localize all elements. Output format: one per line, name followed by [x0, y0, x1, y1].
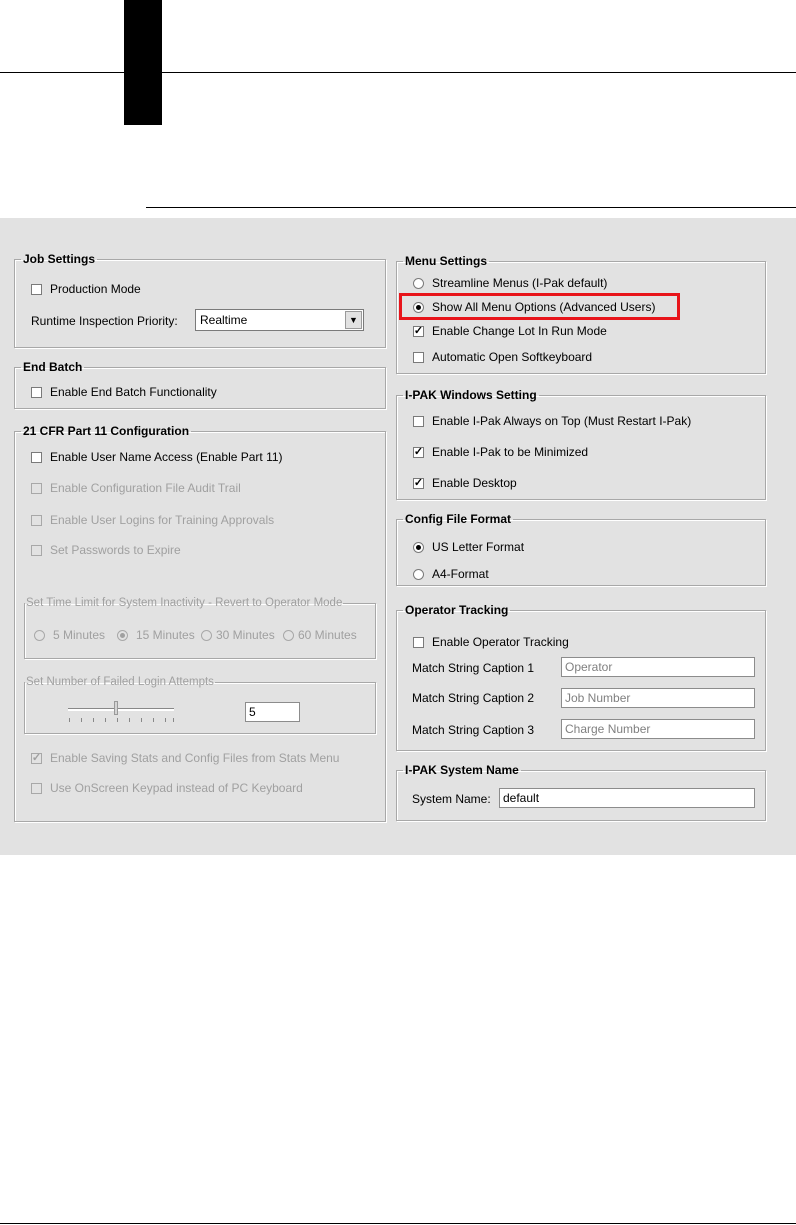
- slider-tick: [81, 718, 82, 722]
- checkbox-label: Enable I-Pak Always on Top (Must Restart I-Pak): [432, 414, 692, 428]
- radio-button[interactable]: [413, 569, 424, 580]
- job-settings-group: [14, 252, 386, 348]
- checkbox-box[interactable]: [31, 452, 42, 463]
- slider-tick: [129, 718, 130, 722]
- caption3-label: Match String Caption 3: [412, 723, 535, 737]
- radio-button[interactable]: [34, 630, 45, 641]
- checkbox-label: Production Mode: [50, 282, 141, 296]
- slider-tick: [93, 718, 94, 722]
- radio-label: Streamline Menus (I-Pak default): [432, 276, 608, 290]
- caption3-field[interactable]: Charge Number: [561, 719, 755, 739]
- checkbox-label: Enable Operator Tracking: [432, 635, 569, 649]
- caption1-field[interactable]: Operator: [561, 657, 755, 677]
- user-logins-checkbox[interactable]: [31, 513, 274, 527]
- a4-format-radio[interactable]: [413, 567, 489, 581]
- radio-dot: [120, 633, 125, 638]
- checkbox-label: Use OnScreen Keypad instead of PC Keyboard: [50, 781, 303, 795]
- checkmark-icon[interactable]: ✓: [413, 445, 424, 458]
- config-audit-checkbox[interactable]: [31, 481, 241, 495]
- desktop-checkbox[interactable]: [413, 476, 517, 490]
- group-title: Set Number of Failed Login Attempts: [26, 676, 214, 688]
- checkbox-label: Enable Saving Stats and Config Files from Stats Menu: [50, 751, 340, 765]
- top-rule: [0, 72, 796, 73]
- caption2-field[interactable]: Job Number: [561, 688, 755, 708]
- group-title: Config File Format: [405, 512, 511, 526]
- slider-tick: [117, 718, 118, 722]
- group-title: End Batch: [23, 360, 83, 374]
- group-title: I-PAK Windows Setting: [405, 388, 537, 402]
- softkeyboard-checkbox[interactable]: [413, 350, 592, 364]
- us-letter-radio[interactable]: [413, 540, 524, 554]
- chevron-down-icon[interactable]: ▼: [345, 311, 362, 329]
- slider-tick: [153, 718, 154, 722]
- priority-label: Runtime Inspection Priority:: [31, 314, 178, 328]
- checkbox-label: Enable Desktop: [432, 476, 517, 490]
- checkbox-box[interactable]: [31, 545, 42, 556]
- settings-dialog: [0, 218, 796, 855]
- radio-button[interactable]: [413, 542, 424, 553]
- radio-label: A4-Format: [432, 567, 489, 581]
- radio-label: 5 Minutes: [53, 628, 106, 642]
- bottom-rule: [0, 1223, 796, 1224]
- checkbox-box[interactable]: [31, 483, 42, 494]
- checkbox-box[interactable]: [413, 416, 424, 427]
- inactivity-15-radio[interactable]: [117, 628, 195, 642]
- group-title: Job Settings: [23, 252, 96, 266]
- section-rule: [146, 207, 796, 208]
- checkbox-label: Set Passwords to Expire: [50, 543, 181, 557]
- checkbox-box[interactable]: [31, 783, 42, 794]
- checkmark-icon[interactable]: ✓: [31, 751, 42, 764]
- system-name-label: System Name:: [412, 792, 491, 806]
- radio-button[interactable]: [117, 630, 128, 641]
- checkbox-box[interactable]: [413, 352, 424, 363]
- radio-button[interactable]: [413, 302, 424, 313]
- group-title: Operator Tracking: [405, 603, 509, 617]
- checkbox-label: Enable User Name Access (Enable Part 11): [50, 450, 283, 464]
- failed-logins-slider-handle[interactable]: [114, 701, 118, 715]
- radio-button[interactable]: [283, 630, 294, 641]
- minimized-checkbox[interactable]: [413, 445, 588, 459]
- failed-logins-group: [24, 676, 376, 734]
- system-name-field[interactable]: default: [499, 788, 755, 808]
- checkmark-icon[interactable]: ✓: [413, 476, 424, 489]
- checkbox-box[interactable]: [31, 387, 42, 398]
- change-lot-checkbox[interactable]: [413, 324, 607, 338]
- checkbox-label: Enable I-Pak to be Minimized: [432, 445, 589, 459]
- priority-value: Realtime: [200, 313, 248, 327]
- group-title: 21 CFR Part 11 Configuration: [23, 424, 190, 438]
- radio-label: Show All Menu Options (Advanced Users): [432, 300, 656, 314]
- group-title: Menu Settings: [405, 254, 488, 268]
- slider-tick: [173, 718, 174, 722]
- caption1-label: Match String Caption 1: [412, 661, 535, 675]
- radio-dot: [416, 545, 421, 550]
- production-mode-checkbox[interactable]: [31, 282, 141, 296]
- inactivity-5-radio[interactable]: [34, 628, 105, 642]
- checkbox-label: Enable Change Lot In Run Mode: [432, 324, 607, 338]
- checkbox-label: Automatic Open Softkeyboard: [432, 350, 593, 364]
- slider-tick: [165, 718, 166, 722]
- checkbox-label: Enable End Batch Functionality: [50, 385, 217, 399]
- end-batch-checkbox[interactable]: [31, 385, 217, 399]
- checkbox-box[interactable]: [413, 637, 424, 648]
- saving-stats-checkbox[interactable]: [31, 751, 339, 765]
- operator-tracking-checkbox[interactable]: [413, 635, 569, 649]
- radio-dot: [416, 305, 421, 310]
- passwords-expire-checkbox[interactable]: [31, 543, 181, 557]
- slider-tick: [141, 718, 142, 722]
- user-name-access-checkbox[interactable]: [31, 450, 283, 464]
- failed-logins-count-field[interactable]: 5: [245, 702, 300, 722]
- streamline-menus-radio[interactable]: [413, 276, 607, 290]
- group-title: I-PAK System Name: [405, 763, 519, 777]
- group-title: Set Time Limit for System Inactivity - Revert to Operator Mode: [26, 597, 343, 609]
- slider-tick: [105, 718, 106, 722]
- checkbox-box[interactable]: [31, 284, 42, 295]
- chapter-tab: [124, 0, 162, 125]
- inactivity-30-radio[interactable]: [201, 628, 275, 642]
- slider-tick: [69, 718, 70, 722]
- priority-dropdown[interactable]: [195, 309, 364, 331]
- always-on-top-checkbox[interactable]: [413, 414, 691, 428]
- checkbox-box[interactable]: [31, 515, 42, 526]
- show-all-menus-radio[interactable]: [413, 300, 655, 314]
- radio-button[interactable]: [413, 278, 424, 289]
- inactivity-60-radio[interactable]: [283, 628, 357, 642]
- radio-label: 30 Minutes: [216, 628, 275, 642]
- onscreen-keypad-checkbox[interactable]: [31, 781, 303, 795]
- checkmark-icon[interactable]: ✓: [413, 324, 424, 337]
- caption2-label: Match String Caption 2: [412, 691, 535, 705]
- checkbox-label: Enable Configuration File Audit Trail: [50, 481, 241, 495]
- radio-label: 60 Minutes: [298, 628, 357, 642]
- radio-label: US Letter Format: [432, 540, 525, 554]
- radio-label: 15 Minutes: [136, 628, 195, 642]
- radio-button[interactable]: [201, 630, 212, 641]
- checkbox-label: Enable User Logins for Training Approvals: [50, 513, 275, 527]
- failed-logins-slider-track[interactable]: [68, 708, 174, 711]
